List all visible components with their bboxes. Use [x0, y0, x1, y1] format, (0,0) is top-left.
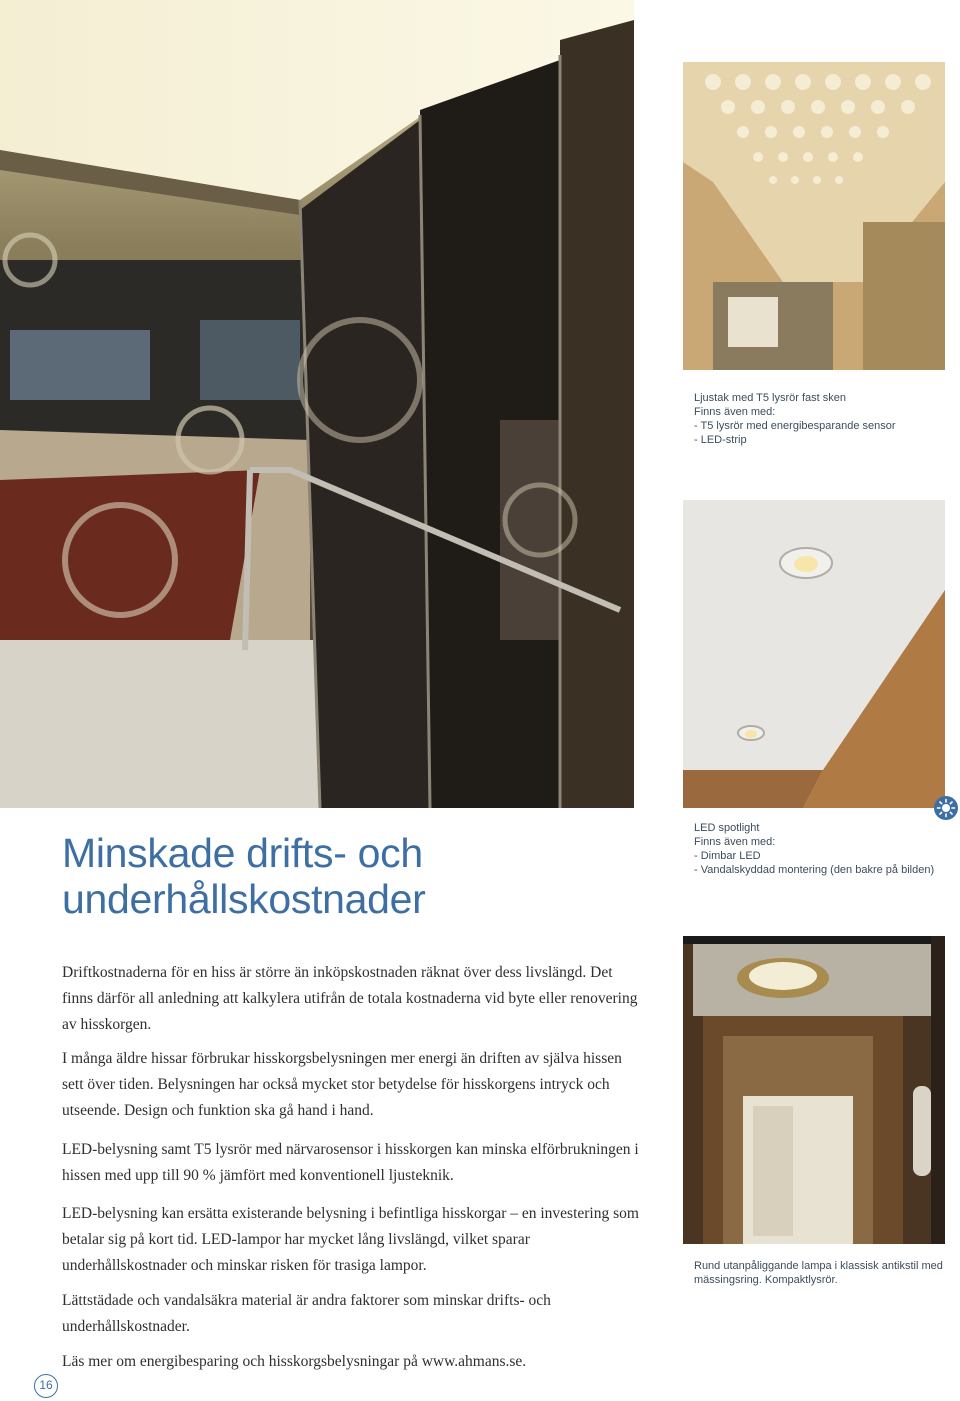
lamp-caption: Rund utanpåliggande lampa i klassisk antikstil med mässingsring. Kompaktlysrör. — [694, 1260, 943, 1286]
ceiling-caption: Ljustak med T5 lysrör fast sken Finns även med: - T5 lysrör med energibesparande sensor - LED-strip — [694, 392, 896, 446]
page-number: 16 — [34, 1374, 58, 1398]
body-paragraph: Driftkostnaderna för en hiss är större än inköpskostnaden räknat över dess livslängd. Det finns därför all anledning att kalkylera utifrån de totala kostnaderna vid byte eller renovering av hisskorgen. — [62, 964, 638, 1033]
spotlight-caption: LED spotlight Finns även med: - Dimbar LED - Vandalskyddad montering (den bakre på bilden) — [694, 822, 935, 876]
antique-lamp-photo — [683, 936, 945, 1244]
page-title — [62, 830, 426, 922]
title-line-2: underhållskostnader — [62, 876, 426, 922]
glass-elevator-photo — [0, 0, 634, 808]
body-paragraph: LED-belysning samt T5 lysrör med närvarosensor i hisskorgen kan minska elförbrukningen i hissen med upp till 90 % jämfört med konventionell ljusteknik. — [62, 1141, 639, 1184]
spotlight-photo — [683, 500, 945, 808]
body-paragraph: Lättstädade och vandalsäkra material är andra faktorer som minskar drifts- och underhållskostnader. — [62, 1292, 551, 1335]
body-paragraph: I många äldre hissar förbrukar hisskorgsbelysningen mer energi än driften av själva hissen sett över tiden. Belysningen har också mycket stor betydelse för hisskorgens intryck och utseende. Design och funktion ska gå hand i hand. — [62, 1050, 622, 1119]
sun-icon — [934, 796, 958, 820]
body-paragraph: LED-belysning kan ersätta existerande belysning i befintliga hisskorgar – en investering som betalar sig på kort tid. LED-lampor har mycket lång livslängd, vilket sparar underhållskostnader och minskar risken för trasiga lampor. — [62, 1205, 639, 1274]
body-paragraph-link[interactable]: Läs mer om energibesparing och hisskorgsbelysningar på www.ahmans.se. — [62, 1353, 527, 1370]
perforated-ceiling-photo — [683, 62, 945, 370]
title-line-1: Minskade drifts- och — [62, 830, 423, 876]
